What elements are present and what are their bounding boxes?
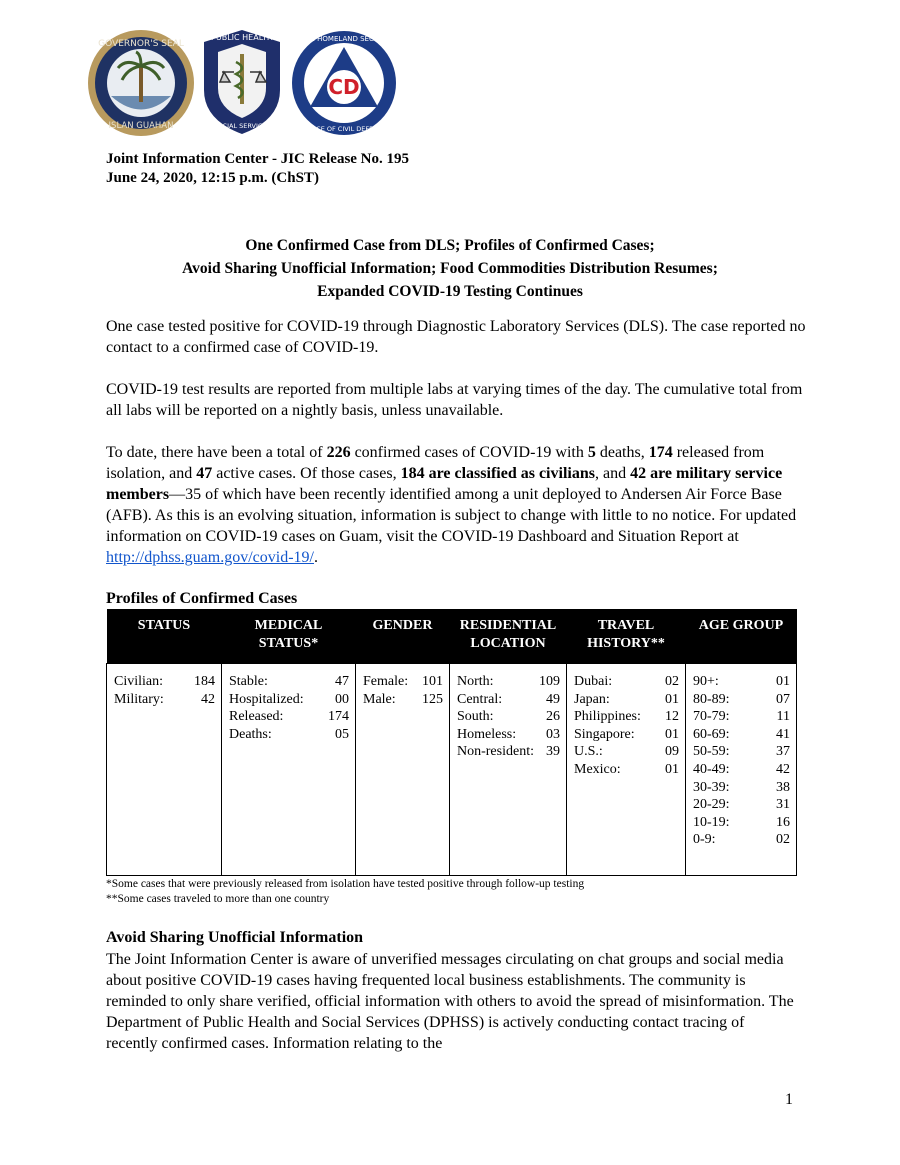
row-label: 70-79: <box>693 709 730 725</box>
deaths-value: 5 <box>587 444 596 461</box>
cell-travel-history <box>567 664 686 876</box>
header-text: STATUS* <box>258 636 319 651</box>
row-value: 02 <box>665 674 679 689</box>
row-label: 90+: <box>693 674 719 689</box>
cell-medical-status <box>222 664 356 876</box>
table-row <box>574 708 679 726</box>
avoid-sharing-paragraph: The Joint Information Center is aware of unverified messages circulating on chat groups and social media about positive COVID-19 cases having frequented local business establishments. The community is reminded to only share verified, official information with others to avoid the spread of misinformation. The Department of Public Health and Social Services (DPHSS) is actively conducting contact tracing of recently confirmed cases. Information relating to the <box>106 951 794 1052</box>
row-value: 42 <box>201 691 215 707</box>
row-value: 07 <box>776 691 790 707</box>
text-run: To date, there have been a total of <box>106 444 327 461</box>
footnote-travel-history: **Some cases traveled to more than one country <box>106 893 330 905</box>
row-label: Released: <box>229 709 284 725</box>
row-value: 01 <box>665 726 679 742</box>
release-number: Joint Information Center - JIC Release No. 195 <box>106 151 410 167</box>
table-row <box>693 831 790 849</box>
table-row <box>114 673 215 691</box>
table-row <box>693 796 790 814</box>
release-title <box>106 234 794 303</box>
civil-defense-cd-mark: CD <box>328 75 360 99</box>
header-text: RESIDENTIAL <box>459 618 557 633</box>
table-row <box>457 691 560 709</box>
row-label: South: <box>457 709 494 725</box>
text-run: released from isolation, and <box>106 444 765 482</box>
header-text: HISTORY** <box>587 636 665 651</box>
table-row <box>457 708 560 726</box>
active-cases-value: 47 <box>196 465 213 482</box>
text-run: deaths, <box>595 444 649 461</box>
row-value: 00 <box>335 691 349 707</box>
seal-bottom-text: ISLAN GUAHAN <box>108 121 174 131</box>
cell-age-group <box>686 664 797 876</box>
col-header-medical-status <box>222 609 356 664</box>
row-value: 38 <box>776 779 790 795</box>
row-value: 01 <box>776 674 790 689</box>
page-number: 1 <box>785 1091 793 1108</box>
row-label: Stable: <box>229 674 268 689</box>
row-value: 125 <box>422 691 443 707</box>
row-value: 03 <box>546 726 560 742</box>
table-row <box>693 726 790 744</box>
row-label: Non-resident: <box>457 744 534 760</box>
row-label: Homeless: <box>457 726 517 742</box>
release-date: June 24, 2020, 12:15 p.m. (ChST) <box>106 170 319 186</box>
col-header-gender <box>356 609 450 664</box>
row-label: Civilian: <box>114 674 163 689</box>
homeland-seal-bottom-text: OFFICE OF CIVIL DEFENSE <box>301 125 387 133</box>
row-value: 42 <box>776 761 790 777</box>
header-text: MEDICAL <box>254 618 323 633</box>
row-label: Dubai: <box>574 674 613 689</box>
row-value: 01 <box>665 761 679 777</box>
row-label: Military: <box>114 691 164 707</box>
table-row <box>574 743 679 761</box>
paragraph-case-totals <box>106 442 806 568</box>
profiles-data-row <box>107 664 797 876</box>
row-value: 09 <box>665 744 679 760</box>
row-value: 12 <box>665 709 679 725</box>
row-value: 02 <box>776 832 790 848</box>
text-run: —35 of which have been recently identified among a unit deployed to Andersen Air Force Base (AFB). As this is an evolving situation, information is subject to change with little to no notice. For updated information on COVID-19 cases on Guam, visit the COVID-19 Dashboard and Situation Report at <box>106 486 797 545</box>
seal-top-text: GOVERNOR'S SEAL <box>98 39 184 49</box>
footnotes <box>106 877 584 907</box>
table-row <box>693 691 790 709</box>
avoid-sharing-heading: Avoid Sharing Unofficial Information <box>106 929 364 946</box>
table-row <box>574 726 679 744</box>
profiles-header-row <box>107 609 797 664</box>
table-row <box>363 691 443 709</box>
table-row <box>574 673 679 691</box>
row-label: Mexico: <box>574 761 621 777</box>
header-text: GENDER <box>372 618 433 633</box>
row-value: 184 <box>194 674 215 689</box>
row-value: 26 <box>546 709 560 725</box>
row-label: 10-19: <box>693 814 730 830</box>
table-row <box>229 673 349 691</box>
row-value: 101 <box>422 674 443 689</box>
row-label: 20-29: <box>693 797 730 813</box>
row-value: 174 <box>328 709 349 725</box>
row-label: 60-69: <box>693 726 730 742</box>
table-row <box>574 691 679 709</box>
row-label: U.S.: <box>574 744 603 760</box>
table-row <box>229 726 349 744</box>
header-text: TRAVEL <box>597 618 655 633</box>
cell-gender <box>356 664 450 876</box>
released-value: 174 <box>648 444 673 461</box>
health-seal-bottom-text: SOCIAL SERVICES <box>213 122 271 130</box>
cell-status <box>107 664 222 876</box>
profiles-table <box>106 609 797 876</box>
row-label: 40-49: <box>693 761 730 777</box>
table-row <box>693 761 790 779</box>
table-row <box>363 673 443 691</box>
row-value: 49 <box>546 691 560 707</box>
row-value: 01 <box>665 691 679 707</box>
row-label: 50-59: <box>693 744 730 760</box>
table-row <box>693 673 790 691</box>
table-row <box>693 743 790 761</box>
header-text: STATUS <box>137 618 191 633</box>
row-label: Japan: <box>574 691 610 707</box>
public-health-seal-logo <box>200 28 284 136</box>
row-label: 0-9: <box>693 832 716 848</box>
row-label: North: <box>457 674 494 689</box>
row-label: Singapore: <box>574 726 635 742</box>
military-value: 42 are military service members <box>106 465 783 503</box>
paragraph-dls-case: One case tested positive for COVID-19 through Diagnostic Laboratory Services (DLS). The case reported no contact to a confirmed case of COVID-19. <box>106 318 806 356</box>
release-header <box>106 150 409 188</box>
row-value: 31 <box>776 797 790 813</box>
table-row <box>457 673 560 691</box>
row-value: 05 <box>335 726 349 742</box>
governors-seal-logo <box>86 28 196 138</box>
title-line: Expanded COVID-19 Testing Continues <box>317 283 583 300</box>
table-row <box>574 761 679 779</box>
table-row <box>693 708 790 726</box>
row-value: 37 <box>776 744 790 760</box>
row-label: 30-39: <box>693 779 730 795</box>
dashboard-link[interactable]: http://dphss.guam.gov/covid-19/ <box>106 549 314 566</box>
col-header-status <box>107 609 222 664</box>
paragraph-lab-reporting: COVID-19 test results are reported from multiple labs at varying times of the day. The cumulative total from all labs will be reported on a nightly basis, unless unavailable. <box>106 381 803 419</box>
health-seal-top-text: PUBLIC HEALTH <box>211 33 273 42</box>
row-value: 109 <box>539 674 560 689</box>
row-value: 41 <box>776 726 790 742</box>
civilians-value: 184 are classified as civilians <box>400 465 595 482</box>
col-header-travel-history <box>567 609 686 664</box>
table-row <box>229 691 349 709</box>
text-run: confirmed cases of COVID-19 with <box>350 444 588 461</box>
row-label: Deaths: <box>229 726 272 742</box>
footnote-medical-status: *Some cases that were previously released from isolation have tested positive through follow-up testing <box>106 878 585 890</box>
profiles-heading: Profiles of Confirmed Cases <box>106 590 298 607</box>
text-run: active cases. Of those cases, <box>212 465 401 482</box>
table-row <box>693 814 790 832</box>
table-row <box>457 743 560 761</box>
table-row <box>457 726 560 744</box>
homeland-security-seal-logo <box>290 29 398 137</box>
row-value: 11 <box>776 709 790 725</box>
row-value: 39 <box>546 744 560 760</box>
table-row <box>693 779 790 797</box>
row-label: Hospitalized: <box>229 691 304 707</box>
title-line: Avoid Sharing Unofficial Information; Food Commodities Distribution Resumes; <box>182 260 718 277</box>
row-label: Central: <box>457 691 503 707</box>
header-text: AGE GROUP <box>698 618 784 633</box>
cell-residential-location <box>450 664 567 876</box>
row-value: 16 <box>776 814 790 830</box>
text-run: . <box>314 549 318 566</box>
row-label: Female: <box>363 674 409 689</box>
row-label: Male: <box>363 691 396 707</box>
row-label: 80-89: <box>693 691 730 707</box>
homeland-seal-top-text: GUAM HOMELAND SECURITY <box>293 35 395 43</box>
row-value: 47 <box>335 674 349 689</box>
header-text: LOCATION <box>470 636 546 651</box>
text-run: , and <box>594 465 631 482</box>
col-header-residential-location <box>450 609 567 664</box>
title-line: One Confirmed Case from DLS; Profiles of Confirmed Cases; <box>245 237 655 254</box>
table-row <box>114 691 215 709</box>
row-label: Philippines: <box>574 709 641 725</box>
total-cases-value: 226 <box>326 444 351 461</box>
table-row <box>229 708 349 726</box>
col-header-age-group <box>686 609 797 664</box>
